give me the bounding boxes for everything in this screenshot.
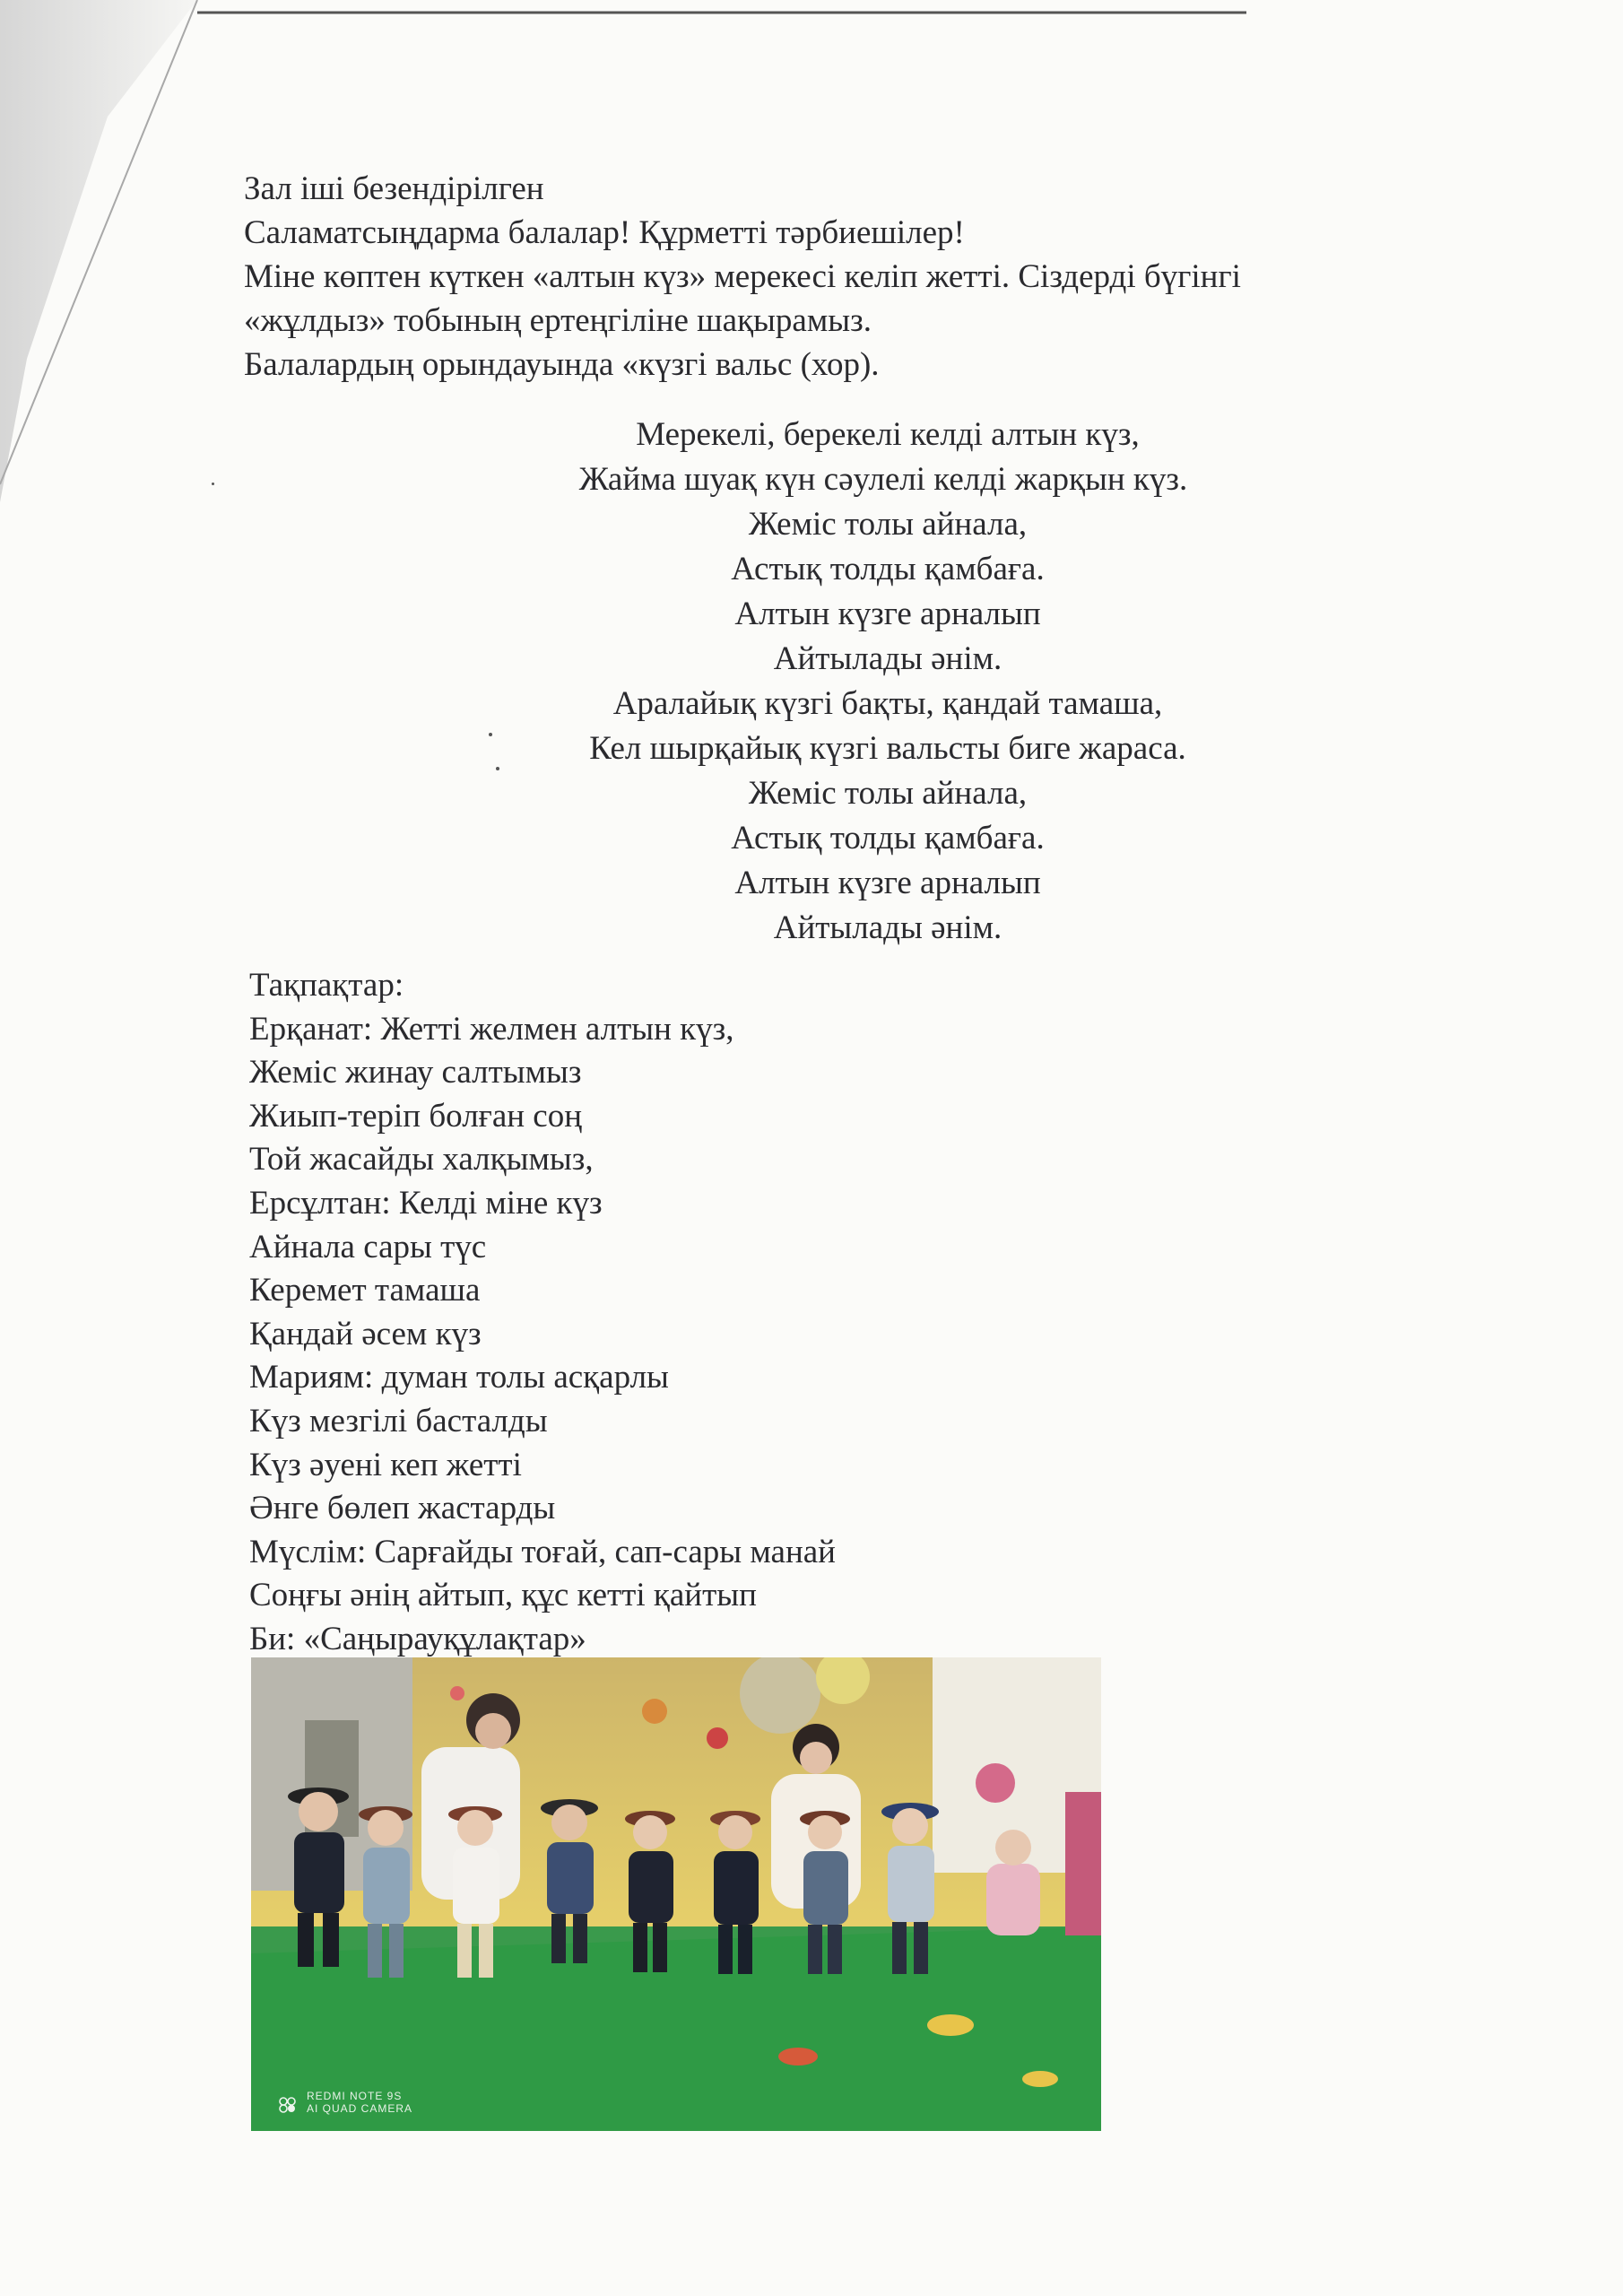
takpak-line: Ерсұлтан: Келді міне күз — [249, 1184, 603, 1222]
takpak-line: Мариям: думан толы асқарлы — [249, 1359, 669, 1396]
song-line: Мерекелі, берекелі келді алтын күз, — [636, 416, 1140, 453]
song-line: Жайма шуақ күн сәулелі келді жарқын күз. — [578, 461, 1188, 498]
song-line: Аралайық күзгі бақты, қандай тамаша, — [612, 685, 1163, 722]
takpak-line: Күз мезгілі басталды — [249, 1402, 548, 1439]
song-line: Астық толды қамбаға. — [731, 820, 1045, 857]
takpak-heading: Тақпақтар: — [249, 967, 404, 1004]
takpak-line: Мүслім: Сарғайды тоғай, сап-сары манай — [249, 1533, 836, 1570]
song-lyrics — [448, 413, 1327, 951]
song-line: Астық толды қамбаға. — [731, 551, 1045, 587]
takpak-line: Жеміс жинау салтымыз — [249, 1054, 582, 1091]
watermark-line1: REDMI NOTE 9S — [307, 2090, 403, 2102]
intro-line: Міне көптен күткен «алтын күз» мерекесі келіп жетті. Сіздерді бүгінгі — [244, 258, 1241, 295]
song-line: Жеміс толы айнала, — [748, 506, 1028, 543]
takpak-section — [249, 964, 1236, 1662]
takpak-line: Би: «Саңырауқұлақтар» — [249, 1620, 586, 1657]
takpak-line: Соңғы әнің айтып, құс кетті қайтып — [249, 1577, 757, 1614]
takpak-line: Жиып-теріп болған соң — [249, 1097, 583, 1135]
scan-speck — [489, 733, 492, 736]
takpak-line: Той жасайды халқымыз, — [249, 1141, 594, 1178]
event-photo — [251, 1657, 1101, 2131]
takpak-line: Қандай әсем күз — [249, 1315, 482, 1352]
takpak-line: Әнге бөлеп жастарды — [249, 1490, 556, 1527]
takpak-line: Ерқанат: Жетті желмен алтын күз, — [249, 1010, 734, 1048]
watermark-line2: AI QUAD CAMERA — [307, 2102, 413, 2115]
song-line: Алтын күзге арналып — [734, 596, 1041, 632]
intro-line: Саламатсыңдарма балалар! Құрметті тәрбиешілер! — [244, 214, 965, 251]
takpak-line: Күз әуені кеп жетті — [249, 1446, 522, 1483]
takpak-line: Айнала сары түс — [249, 1228, 487, 1265]
intro-line: Зал іші безендірілген — [244, 170, 544, 207]
song-line: Айтылады әнім. — [773, 909, 1002, 946]
takpak-line: Керемет тамаша — [249, 1272, 481, 1309]
scan-speck — [212, 483, 214, 485]
scan-speck — [496, 767, 499, 770]
event-photo-illustration — [251, 1657, 1101, 2131]
intro-text — [244, 167, 1499, 387]
song-line: Алтын күзге арналып — [734, 865, 1041, 901]
intro-line: Балалардың орындауында «күзгі вальс (хор). — [244, 346, 880, 383]
camera-watermark — [278, 2090, 412, 2115]
song-line: Кел шырқайық күзгі вальсты биге жараса. — [589, 730, 1186, 767]
song-line: Айтылады әнім. — [773, 640, 1002, 677]
song-line: Жеміс толы айнала, — [748, 775, 1028, 812]
intro-line: «жұлдыз» тобының ертеңгіліне шақырамыз. — [244, 302, 872, 339]
